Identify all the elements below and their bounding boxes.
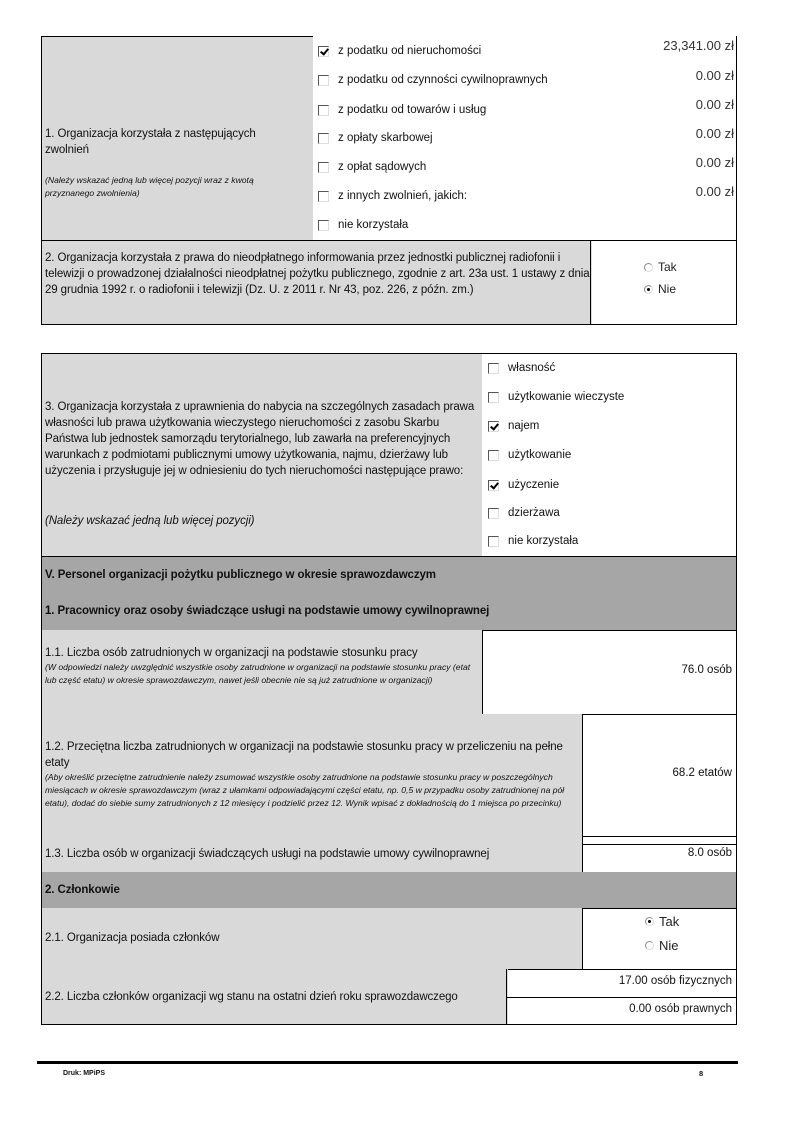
q22-legal-cell bbox=[506, 997, 737, 1025]
sub1-header bbox=[41, 593, 737, 631]
option-label: nie korzystała bbox=[508, 535, 579, 547]
checkbox-icon[interactable] bbox=[488, 450, 499, 461]
option-label: dzierżawa bbox=[508, 507, 560, 519]
q1-amount-4: 0.00 zł bbox=[695, 155, 734, 170]
checkbox-checked-icon[interactable] bbox=[488, 480, 499, 491]
checkbox-icon[interactable] bbox=[318, 75, 329, 86]
option-label: Nie bbox=[659, 938, 679, 953]
checkbox-icon[interactable] bbox=[488, 508, 499, 519]
q21-option-tak[interactable] bbox=[645, 914, 679, 929]
q1-option-vat[interactable] bbox=[318, 104, 486, 116]
section-v-header bbox=[41, 556, 737, 594]
option-label: nie korzystała bbox=[338, 219, 409, 231]
checkbox-icon[interactable] bbox=[488, 392, 499, 403]
option-label: użyczenie bbox=[508, 479, 560, 491]
option-label: użytkowanie bbox=[508, 449, 572, 461]
q21-label-cell bbox=[41, 908, 583, 970]
q3-label-cell bbox=[41, 353, 482, 557]
checkbox-icon[interactable] bbox=[318, 105, 329, 116]
q12-label-cell bbox=[41, 714, 583, 845]
option-label: z podatku od towarów i usług bbox=[338, 104, 487, 116]
checkbox-checked-icon[interactable] bbox=[318, 46, 329, 57]
q3-option-uzyczenie[interactable] bbox=[488, 479, 559, 491]
q1-option-nieruchomosci[interactable] bbox=[318, 45, 481, 57]
sub2-header bbox=[41, 872, 737, 909]
footer-printer: Druk: MPiPS bbox=[63, 1070, 106, 1077]
checkbox-icon[interactable] bbox=[318, 133, 329, 144]
q1-note: (Należy wskazać jedną lub więcej pozycji wraz z kwotą przyznanego zwolnienia) bbox=[45, 175, 254, 198]
q22-physical-value: 17.00 osób fizycznych bbox=[618, 975, 732, 987]
q12-label: 1.2. Przeciętna liczba zatrudnionych w organizacji na podstawie stosunku pracy w przeliczeniu na pełne etaty bbox=[45, 741, 563, 769]
q12-value: 68.2 etatów bbox=[672, 767, 732, 779]
option-label: z opłat sądowych bbox=[338, 161, 427, 173]
q3-note: (Należy wskazać jedną lub więcej pozycji) bbox=[45, 515, 255, 527]
q2-label: 2. Organizacja korzystała z prawa do nieodpłatnego informowania przez jednostki publicznej radiofonii i telewizji o prowadzonej działalności nieodpłatnej pożytku publicznego, zgodnie z art. 23a ust. 1 ustawy z dnia 29 grudnia 1992 r. o radiofonii i telewizji (Dz. U. z 2011 r. Nr 43, poz. 226, z późn. zm.) bbox=[45, 252, 590, 296]
footer-page-number: 8 bbox=[699, 1069, 704, 1078]
q3-option-dzierzawa[interactable] bbox=[488, 507, 560, 519]
option-label: Tak bbox=[658, 260, 677, 274]
q3-option-najem[interactable] bbox=[488, 420, 539, 432]
checkbox-icon[interactable] bbox=[318, 220, 329, 231]
q3-option-uzytkowanie-wieczyste[interactable] bbox=[488, 391, 624, 403]
option-label: z opłaty skarbowej bbox=[338, 132, 433, 144]
q22-physical-cell bbox=[506, 969, 737, 998]
checkbox-icon[interactable] bbox=[488, 363, 499, 374]
q22-legal-value: 0.00 osób prawnych bbox=[629, 1003, 732, 1015]
q1-label-cell bbox=[41, 36, 313, 241]
q3-option-uzytkowanie[interactable] bbox=[488, 449, 571, 461]
q21-options-cell bbox=[582, 908, 737, 970]
q1-amount-3: 0.00 zł bbox=[695, 126, 734, 141]
q1-amount-5: 0.00 zł bbox=[695, 184, 734, 199]
q13-value: 8.0 osób bbox=[687, 847, 732, 859]
section-v-title: V. Personel organizacji pożytku publicznego w okresie sprawozdawczym bbox=[45, 569, 436, 581]
q11-label: 1.1. Liczba osób zatrudnionych w organizacji na podstawie stosunku pracy bbox=[45, 647, 418, 659]
option-label: z podatku od nieruchomości bbox=[338, 45, 482, 57]
q21-option-nie[interactable] bbox=[645, 938, 679, 953]
footer-rule bbox=[37, 1061, 738, 1064]
q13-label: 1.3. Liczba osób w organizacji świadczących usługi na podstawie umowy cywilnoprawnej bbox=[45, 848, 490, 860]
checkbox-icon[interactable] bbox=[318, 191, 329, 202]
q11-note: (W odpowiedzi należy uwzględnić wszystkie osoby zatrudnione w organizacji na podstawie stosunku pracy (etat lub część etatu) w okresie sprawozdawczym, nawet jeśli obecnie nie są już zatrudnione w organizacji) bbox=[45, 662, 471, 685]
checkbox-icon[interactable] bbox=[488, 536, 499, 547]
option-label: Tak bbox=[659, 914, 680, 929]
checkbox-icon[interactable] bbox=[318, 162, 329, 173]
q22-label-cell bbox=[41, 969, 508, 1025]
q13-label-cell bbox=[41, 836, 583, 873]
q1-amount-2: 0.00 zł bbox=[695, 97, 734, 112]
q2-option-tak[interactable] bbox=[644, 260, 677, 274]
option-label: z innych zwolnień, jakich: bbox=[338, 190, 468, 202]
q21-label: 2.1. Organizacja posiada członków bbox=[45, 932, 220, 944]
q1-option-nie-korzystala[interactable] bbox=[318, 219, 408, 231]
q1-label: 1. Organizacja korzystała z następujących zwolnień bbox=[45, 128, 256, 156]
q22-label: 2.2. Liczba członków organizacji wg stanu na ostatni dzień roku sprawozdawczego bbox=[45, 991, 458, 1003]
sub1-title: 1. Pracownicy oraz osoby świadczące usługi na podstawie umowy cywilnoprawnej bbox=[45, 605, 490, 617]
q2-label-cell bbox=[41, 240, 592, 325]
q11-value: 76.0 osób bbox=[681, 664, 732, 676]
radio-icon[interactable] bbox=[644, 263, 653, 272]
option-label: użytkowanie wieczyste bbox=[508, 391, 625, 403]
q13-value-cell bbox=[582, 836, 737, 873]
option-label: najem bbox=[508, 420, 540, 432]
sub2-title: 2. Członkowie bbox=[45, 884, 120, 896]
q2-options-cell bbox=[590, 240, 737, 325]
q3-label: 3. Organizacja korzystała z uprawnienia do nabycia na szczególnych zasadach prawa własności lub prawa użytkowania wieczystego nieruchomości z zasobu Skarbu Państwa lub jednostek samorządu terytorialnego, lub zawarła na preferencyjnych warunkach z podmiotami publicznymi umowy użytkowania, najmu, dzierżawy lub użyczenia i przysługuje jej w odniesieniu do tych nieruchomości następujące prawo: bbox=[45, 401, 475, 477]
checkbox-checked-icon[interactable] bbox=[488, 421, 499, 432]
q11-value-cell bbox=[482, 630, 737, 715]
q2-option-nie[interactable] bbox=[644, 282, 676, 296]
q1-option-czynnosci[interactable] bbox=[318, 74, 548, 86]
radio-selected-icon[interactable] bbox=[645, 917, 654, 926]
q12-value-cell bbox=[582, 714, 737, 845]
option-label: Nie bbox=[658, 282, 677, 296]
q1-option-skarbowa[interactable] bbox=[318, 132, 433, 144]
q11-label-cell bbox=[41, 630, 483, 715]
q1-option-sadowe[interactable] bbox=[318, 161, 426, 173]
radio-icon[interactable] bbox=[645, 941, 654, 950]
q1-amount-1: 0.00 zł bbox=[695, 68, 734, 83]
option-label: z podatku od czynności cywilnoprawnych bbox=[338, 74, 548, 86]
q3-option-wlasnosc[interactable] bbox=[488, 362, 555, 374]
q1-option-inne[interactable] bbox=[318, 190, 467, 202]
option-label: własność bbox=[508, 362, 556, 374]
q12-note: (Aby określić przeciętne zatrudnienie należy zsumować wszystkie osoby zatrudnione na podstawie stosunku pracy w poszczególnych miesiącach w okresie sprawozdawczym (wraz z ułamkami odpowiadającymi części etatu, np. 0,5 w przypadku osoby zatrudnionej na pół etatu), dodać do siebie sumy zatrudnionych z 12 miesięcy i podzielić przez 12. Wynik wpisać z dokładnością do 1 miejsca po przecinku) bbox=[45, 772, 565, 808]
q1-amount-0: 23,341.00 zł bbox=[663, 38, 734, 53]
radio-selected-icon[interactable] bbox=[644, 285, 653, 294]
q3-option-nie-korzystala[interactable] bbox=[488, 535, 578, 547]
